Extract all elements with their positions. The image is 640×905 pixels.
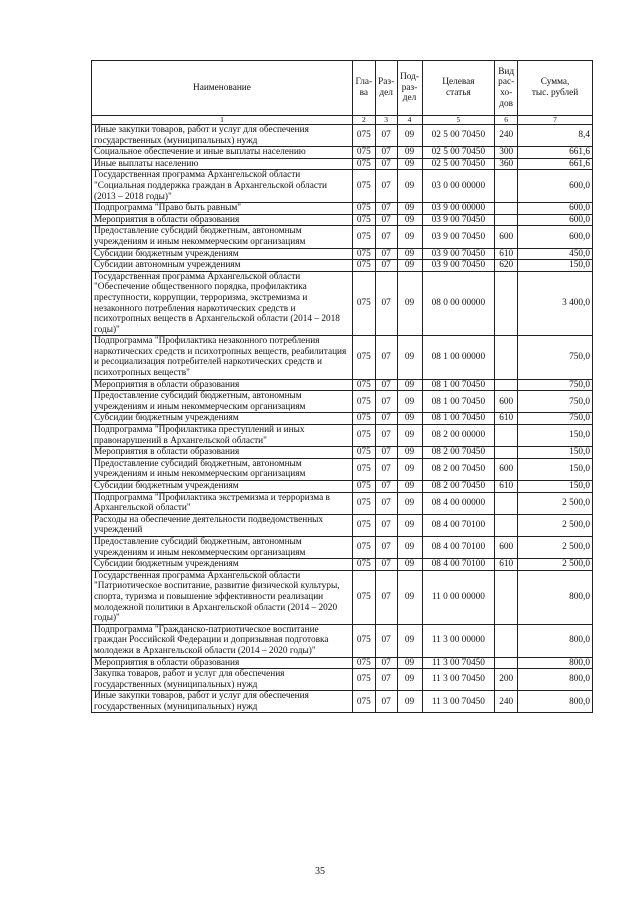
cell-subsection: 09	[397, 570, 422, 624]
cell-sum: 450,0	[518, 248, 593, 260]
cell-section: 07	[375, 570, 397, 624]
cell-name: Государственная программа Архангельской области "Обеспечение общественного порядка, профилактика преступности, коррупции, терроризма, экстремизма и незаконного потребления наркотических средств и психотропных веществ в Архангельской области (2014 – 2018 годы)"	[92, 271, 353, 336]
cell-chapter: 075	[352, 447, 375, 459]
cell-target: 08 2 00 70450	[422, 458, 495, 480]
cell-exp-type	[495, 336, 518, 379]
cell-chapter: 075	[352, 536, 375, 558]
cell-chapter: 075	[352, 570, 375, 624]
cell-subsection: 09	[397, 158, 422, 170]
cell-subsection: 09	[397, 669, 422, 691]
cell-section: 07	[375, 514, 397, 536]
cell-target: 03 0 00 00000	[422, 170, 495, 203]
cell-exp-type: 610	[495, 481, 518, 493]
table-row	[92, 214, 593, 226]
cell-chapter: 075	[352, 514, 375, 536]
cell-subsection: 09	[397, 170, 422, 203]
header-section: Раз- дел	[375, 61, 397, 116]
cell-section: 07	[375, 458, 397, 480]
cell-sum: 750,0	[518, 413, 593, 425]
cell-chapter: 075	[352, 413, 375, 425]
cell-subsection: 09	[397, 458, 422, 480]
table-row	[92, 413, 593, 425]
cell-target: 11 0 00 00000	[422, 570, 495, 624]
cell-section: 07	[375, 391, 397, 413]
cell-chapter: 075	[352, 425, 375, 447]
cell-sum: 800,0	[518, 570, 593, 624]
cell-sum: 2 500,0	[518, 559, 593, 571]
cell-subsection: 09	[397, 536, 422, 558]
cell-exp-type	[495, 214, 518, 226]
cell-chapter: 075	[352, 214, 375, 226]
cell-name: Подпрограмма "Профилактика преступлений и иных правонарушений в Архангельской области"	[92, 425, 353, 447]
cell-exp-type: 610	[495, 248, 518, 260]
cell-exp-type: 240	[495, 691, 518, 713]
cell-exp-type: 610	[495, 559, 518, 571]
cell-target: 11 3 00 70450	[422, 691, 495, 713]
cell-subsection: 09	[397, 214, 422, 226]
cell-sum: 150,0	[518, 447, 593, 459]
cell-name: Подпрограмма "Профилактика незаконного потребления наркотических средств и психотропных веществ, реабилитация и ресоциализация потребителей наркотических средств и психотропных веществ"	[92, 336, 353, 379]
cell-sum: 800,0	[518, 691, 593, 713]
table-row	[92, 458, 593, 480]
cell-exp-type	[495, 514, 518, 536]
cell-chapter: 075	[352, 170, 375, 203]
cell-section: 07	[375, 481, 397, 493]
cell-sum: 661,6	[518, 147, 593, 159]
cell-subsection: 09	[397, 271, 422, 336]
cell-section: 07	[375, 147, 397, 159]
cell-section: 07	[375, 336, 397, 379]
cell-target: 08 4 00 70100	[422, 536, 495, 558]
cell-subsection: 09	[397, 481, 422, 493]
cell-sum: 750,0	[518, 391, 593, 413]
cell-name: Закупка товаров, работ и услуг для обеспечения государственных (муниципальных) нужд	[92, 669, 353, 691]
cell-target: 08 0 00 00000	[422, 271, 495, 336]
header-name: Наименование	[92, 61, 353, 116]
table-row	[92, 379, 593, 391]
cell-section: 07	[375, 425, 397, 447]
cell-name: Предоставление субсидий бюджетным, автономным учреждениям и иным некоммерческим организациям	[92, 458, 353, 480]
cell-chapter: 075	[352, 125, 375, 147]
cell-exp-type	[495, 657, 518, 669]
cell-exp-type: 600	[495, 536, 518, 558]
cell-subsection: 09	[397, 391, 422, 413]
cell-chapter: 075	[352, 669, 375, 691]
cell-chapter: 075	[352, 458, 375, 480]
cell-name: Субсидии бюджетным учреждениям	[92, 481, 353, 493]
cell-subsection: 09	[397, 691, 422, 713]
cell-name: Подпрограмма "Гражданско-патриотическое воспитание граждан Российской Федерации и допризывная подготовка молодежи в Архангельской области (2014 – 2020 годы)"	[92, 624, 353, 657]
cell-chapter: 075	[352, 379, 375, 391]
header-subsection: Под- раз- дел	[397, 61, 422, 116]
column-number: 1	[92, 116, 353, 125]
cell-target: 08 2 00 00000	[422, 425, 495, 447]
cell-chapter: 075	[352, 271, 375, 336]
cell-name: Мероприятия в области образования	[92, 379, 353, 391]
cell-exp-type	[495, 492, 518, 514]
cell-exp-type	[495, 379, 518, 391]
cell-name: Предоставление субсидий бюджетным, автономным учреждениям и иным некоммерческим организациям	[92, 536, 353, 558]
cell-sum: 750,0	[518, 336, 593, 379]
cell-section: 07	[375, 170, 397, 203]
cell-exp-type: 300	[495, 147, 518, 159]
column-number: 3	[375, 116, 397, 125]
table-row	[92, 624, 593, 657]
cell-section: 07	[375, 271, 397, 336]
budget-table	[91, 60, 593, 713]
cell-target: 02 5 00 70450	[422, 158, 495, 170]
cell-chapter: 075	[352, 492, 375, 514]
table-row	[92, 158, 593, 170]
cell-target: 08 4 00 70100	[422, 514, 495, 536]
column-number: 7	[518, 116, 593, 125]
cell-chapter: 075	[352, 559, 375, 571]
cell-name: Подпрограмма "Профилактика экстремизма и терроризма в Архангельской области"	[92, 492, 353, 514]
cell-target: 11 3 00 00000	[422, 624, 495, 657]
cell-target: 08 4 00 70100	[422, 559, 495, 571]
cell-name: Субсидии бюджетным учреждениям	[92, 559, 353, 571]
cell-target: 11 3 00 70450	[422, 669, 495, 691]
cell-sum: 150,0	[518, 425, 593, 447]
cell-name: Государственная программа Архангельской области "Патриотическое воспитание, развитие физической культуры, спорта, туризма и повышение эффективности реализации молодежной политики в Архангельской области (2014 – 2020 годы)"	[92, 570, 353, 624]
cell-sum: 600,0	[518, 226, 593, 248]
cell-sum: 600,0	[518, 170, 593, 203]
cell-name: Мероприятия в области образования	[92, 214, 353, 226]
table-row	[92, 336, 593, 379]
cell-sum: 600,0	[518, 214, 593, 226]
cell-section: 07	[375, 214, 397, 226]
table-row	[92, 391, 593, 413]
cell-name: Государственная программа Архангельской области "Социальная поддержка граждан в Архангельской области (2013 – 2018 годы)"	[92, 170, 353, 203]
cell-name: Предоставление субсидий бюджетным, автономным учреждениям и иным некоммерческим организациям	[92, 226, 353, 248]
cell-exp-type	[495, 170, 518, 203]
cell-subsection: 09	[397, 260, 422, 272]
cell-name: Подпрограмма "Право быть равным"	[92, 203, 353, 215]
cell-target: 08 2 00 70450	[422, 447, 495, 459]
cell-target: 03 9 00 70450	[422, 248, 495, 260]
cell-name: Мероприятия в области образования	[92, 657, 353, 669]
cell-name: Предоставление субсидий бюджетным, автономным учреждениям и иным некоммерческим организациям	[92, 391, 353, 413]
cell-section: 07	[375, 260, 397, 272]
cell-sum: 8,4	[518, 125, 593, 147]
table-row	[92, 669, 593, 691]
table-row	[92, 203, 593, 215]
cell-section: 07	[375, 125, 397, 147]
cell-exp-type: 240	[495, 125, 518, 147]
cell-target: 03 9 00 00000	[422, 203, 495, 215]
cell-name: Субсидии автономным учреждениям	[92, 260, 353, 272]
cell-subsection: 09	[397, 248, 422, 260]
cell-subsection: 09	[397, 559, 422, 571]
table-row	[92, 492, 593, 514]
cell-sum: 150,0	[518, 260, 593, 272]
cell-subsection: 09	[397, 125, 422, 147]
cell-exp-type	[495, 271, 518, 336]
cell-name: Иные выплаты населению	[92, 158, 353, 170]
cell-subsection: 09	[397, 624, 422, 657]
cell-section: 07	[375, 669, 397, 691]
table-header-row	[92, 61, 593, 116]
header-chapter: Гла- ва	[352, 61, 375, 116]
cell-section: 07	[375, 413, 397, 425]
header-target: Целевая статья	[422, 61, 495, 116]
cell-exp-type: 600	[495, 458, 518, 480]
table-row	[92, 514, 593, 536]
cell-section: 07	[375, 624, 397, 657]
cell-sum: 800,0	[518, 624, 593, 657]
table-row	[92, 559, 593, 571]
table-row	[92, 536, 593, 558]
cell-section: 07	[375, 447, 397, 459]
table-row	[92, 147, 593, 159]
cell-sum: 150,0	[518, 458, 593, 480]
cell-name: Иные закупки товаров, работ и услуг для обеспечения государственных (муниципальных) нужд	[92, 691, 353, 713]
cell-section: 07	[375, 657, 397, 669]
cell-name: Иные закупки товаров, работ и услуг для обеспечения государственных (муниципальных) нужд	[92, 125, 353, 147]
cell-target: 03 9 00 70450	[422, 226, 495, 248]
cell-section: 07	[375, 691, 397, 713]
cell-target: 08 1 00 70450	[422, 391, 495, 413]
cell-sum: 600,0	[518, 203, 593, 215]
cell-section: 07	[375, 248, 397, 260]
cell-sum: 800,0	[518, 657, 593, 669]
cell-exp-type	[495, 447, 518, 459]
cell-exp-type	[495, 203, 518, 215]
cell-exp-type: 200	[495, 669, 518, 691]
table-row	[92, 271, 593, 336]
page-number: 35	[315, 866, 325, 877]
column-number: 5	[422, 116, 495, 125]
cell-chapter: 075	[352, 336, 375, 379]
column-number: 4	[397, 116, 422, 125]
cell-target: 08 4 00 00000	[422, 492, 495, 514]
cell-sum: 3 400,0	[518, 271, 593, 336]
cell-target: 11 3 00 70450	[422, 657, 495, 669]
cell-chapter: 075	[352, 147, 375, 159]
table-row	[92, 570, 593, 624]
cell-chapter: 075	[352, 657, 375, 669]
table-row	[92, 481, 593, 493]
table-row	[92, 691, 593, 713]
cell-target: 03 9 00 70450	[422, 260, 495, 272]
cell-chapter: 075	[352, 226, 375, 248]
cell-name: Расходы на обеспечение деятельности подведомственных учреждений	[92, 514, 353, 536]
cell-chapter: 075	[352, 158, 375, 170]
cell-sum: 661,6	[518, 158, 593, 170]
header-exp-type: Вид рас- хо- дов	[495, 61, 518, 116]
cell-target: 08 2 00 70450	[422, 481, 495, 493]
column-number: 2	[352, 116, 375, 125]
cell-sum: 2 500,0	[518, 536, 593, 558]
table-row	[92, 170, 593, 203]
cell-sum: 750,0	[518, 379, 593, 391]
cell-target: 02 5 00 70450	[422, 147, 495, 159]
cell-exp-type: 600	[495, 391, 518, 413]
cell-chapter: 075	[352, 391, 375, 413]
table-row	[92, 447, 593, 459]
cell-name: Субсидии бюджетным учреждениям	[92, 413, 353, 425]
cell-sum: 800,0	[518, 669, 593, 691]
cell-exp-type: 610	[495, 413, 518, 425]
column-number: 6	[495, 116, 518, 125]
cell-name: Мероприятия в области образования	[92, 447, 353, 459]
cell-subsection: 09	[397, 203, 422, 215]
table-body	[92, 125, 593, 713]
cell-chapter: 075	[352, 691, 375, 713]
cell-target: 03 9 00 70450	[422, 214, 495, 226]
cell-subsection: 09	[397, 336, 422, 379]
column-numbers-row	[92, 116, 593, 125]
cell-exp-type: 620	[495, 260, 518, 272]
cell-target: 02 5 00 70450	[422, 125, 495, 147]
cell-sum: 2 500,0	[518, 492, 593, 514]
cell-target: 08 1 00 00000	[422, 336, 495, 379]
cell-chapter: 075	[352, 260, 375, 272]
cell-exp-type	[495, 425, 518, 447]
cell-chapter: 075	[352, 203, 375, 215]
cell-section: 07	[375, 492, 397, 514]
cell-sum: 2 500,0	[518, 514, 593, 536]
cell-section: 07	[375, 536, 397, 558]
cell-sum: 150,0	[518, 481, 593, 493]
table-row	[92, 657, 593, 669]
cell-exp-type	[495, 570, 518, 624]
cell-subsection: 09	[397, 226, 422, 248]
cell-target: 08 1 00 70450	[422, 413, 495, 425]
header-sum: Сумма, тыс. рублей	[518, 61, 593, 116]
cell-subsection: 09	[397, 447, 422, 459]
table-row	[92, 248, 593, 260]
cell-chapter: 075	[352, 248, 375, 260]
cell-name: Социальное обеспечение и иные выплаты населению	[92, 147, 353, 159]
cell-target: 08 1 00 70450	[422, 379, 495, 391]
table-row	[92, 260, 593, 272]
cell-chapter: 075	[352, 481, 375, 493]
cell-section: 07	[375, 203, 397, 215]
cell-subsection: 09	[397, 657, 422, 669]
cell-subsection: 09	[397, 379, 422, 391]
cell-section: 07	[375, 226, 397, 248]
cell-subsection: 09	[397, 514, 422, 536]
cell-section: 07	[375, 379, 397, 391]
table-row	[92, 425, 593, 447]
table-row	[92, 226, 593, 248]
cell-exp-type: 360	[495, 158, 518, 170]
table-row	[92, 125, 593, 147]
cell-subsection: 09	[397, 425, 422, 447]
cell-name: Субсидии бюджетным учреждениям	[92, 248, 353, 260]
cell-section: 07	[375, 559, 397, 571]
cell-exp-type: 600	[495, 226, 518, 248]
cell-chapter: 075	[352, 624, 375, 657]
cell-subsection: 09	[397, 492, 422, 514]
cell-section: 07	[375, 158, 397, 170]
cell-exp-type	[495, 624, 518, 657]
cell-subsection: 09	[397, 413, 422, 425]
cell-subsection: 09	[397, 147, 422, 159]
